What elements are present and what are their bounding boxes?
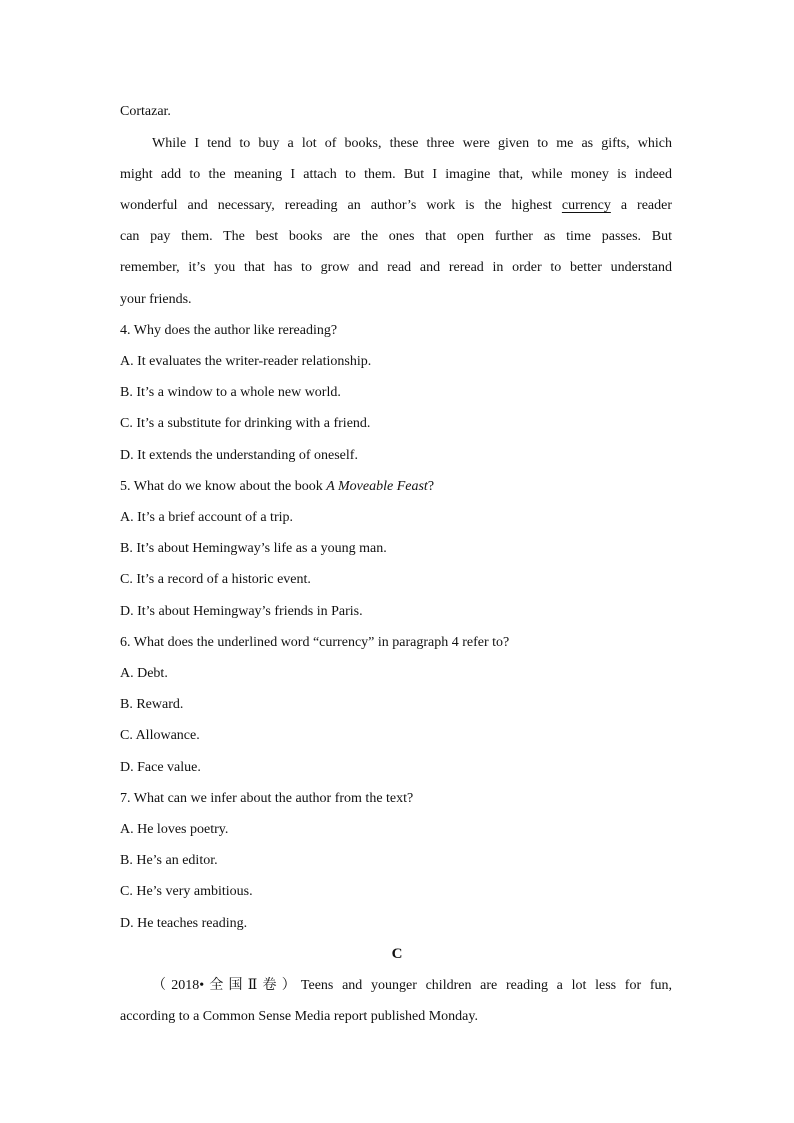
passage-line: your friends.: [120, 292, 192, 307]
passage-line: Cortazar.: [120, 104, 171, 119]
passage-line: While I tend to buy a lot of books, these three were given to me as gifts, which: [152, 136, 672, 151]
question-6-stem: 6. What does the underlined word “currency” in paragraph 4 refer to?: [120, 635, 510, 650]
passage-text: a reader: [620, 198, 673, 213]
passage-line: remember, it’s you that has to grow and read and reread in order to better understand: [120, 260, 672, 275]
question-7-stem: 7. What can we infer about the author from the text?: [120, 791, 414, 806]
question-6-option-d: D. Face value.: [120, 760, 201, 775]
question-4-option-c: C. It’s a substitute for drinking with a friend.: [120, 416, 371, 431]
passage-line: can pay them. The best books are the ones that open further as time passes. But: [120, 229, 672, 244]
section-c-line: according to a Common Sense Media report published Monday.: [120, 1009, 478, 1024]
question-4-option-d: D. It extends the understanding of oneself.: [120, 448, 358, 463]
question-5-stem-text: 5. What do we know about the book: [120, 479, 323, 494]
section-c-line: （2018•全国Ⅱ卷）Teens and younger children are reading a lot less for fun,: [152, 978, 672, 993]
section-heading-c: C: [391, 946, 403, 962]
question-5-option-b: B. It’s about Hemingway’s life as a young man.: [120, 541, 387, 556]
underlined-word-currency: currency: [561, 198, 611, 213]
question-7-option-c: C. He’s very ambitious.: [120, 884, 253, 899]
question-7-option-a: A. He loves poetry.: [120, 822, 229, 837]
question-6-option-c: C. Allowance.: [120, 728, 200, 743]
question-5-option-c: C. It’s a record of a historic event.: [120, 572, 311, 587]
question-4-option-a: A. It evaluates the writer-reader relationship.: [120, 354, 372, 369]
question-4-option-b: B. It’s a window to a whole new world.: [120, 385, 341, 400]
passage-text: wonderful and necessary, rereading an author’s work is the highest: [120, 198, 552, 213]
question-7-option-b: B. He’s an editor.: [120, 853, 218, 868]
passage-line: might add to the meaning I attach to them. But I imagine that, while money is indeed: [120, 167, 672, 182]
question-6-option-a: A. Debt.: [120, 666, 168, 681]
question-5-option-a: A. It’s a brief account of a trip.: [120, 510, 293, 525]
question-5-stem: [120, 478, 672, 496]
question-5-option-d: D. It’s about Hemingway’s friends in Paris.: [120, 604, 363, 619]
book-title: A Moveable Feast: [326, 479, 428, 494]
question-6-option-b: B. Reward.: [120, 697, 184, 712]
question-7-option-d: D. He teaches reading.: [120, 916, 248, 931]
question-mark: ?: [427, 479, 435, 494]
question-4-stem: 4. Why does the author like rereading?: [120, 323, 338, 338]
passage-line-with-underline: [120, 197, 672, 215]
